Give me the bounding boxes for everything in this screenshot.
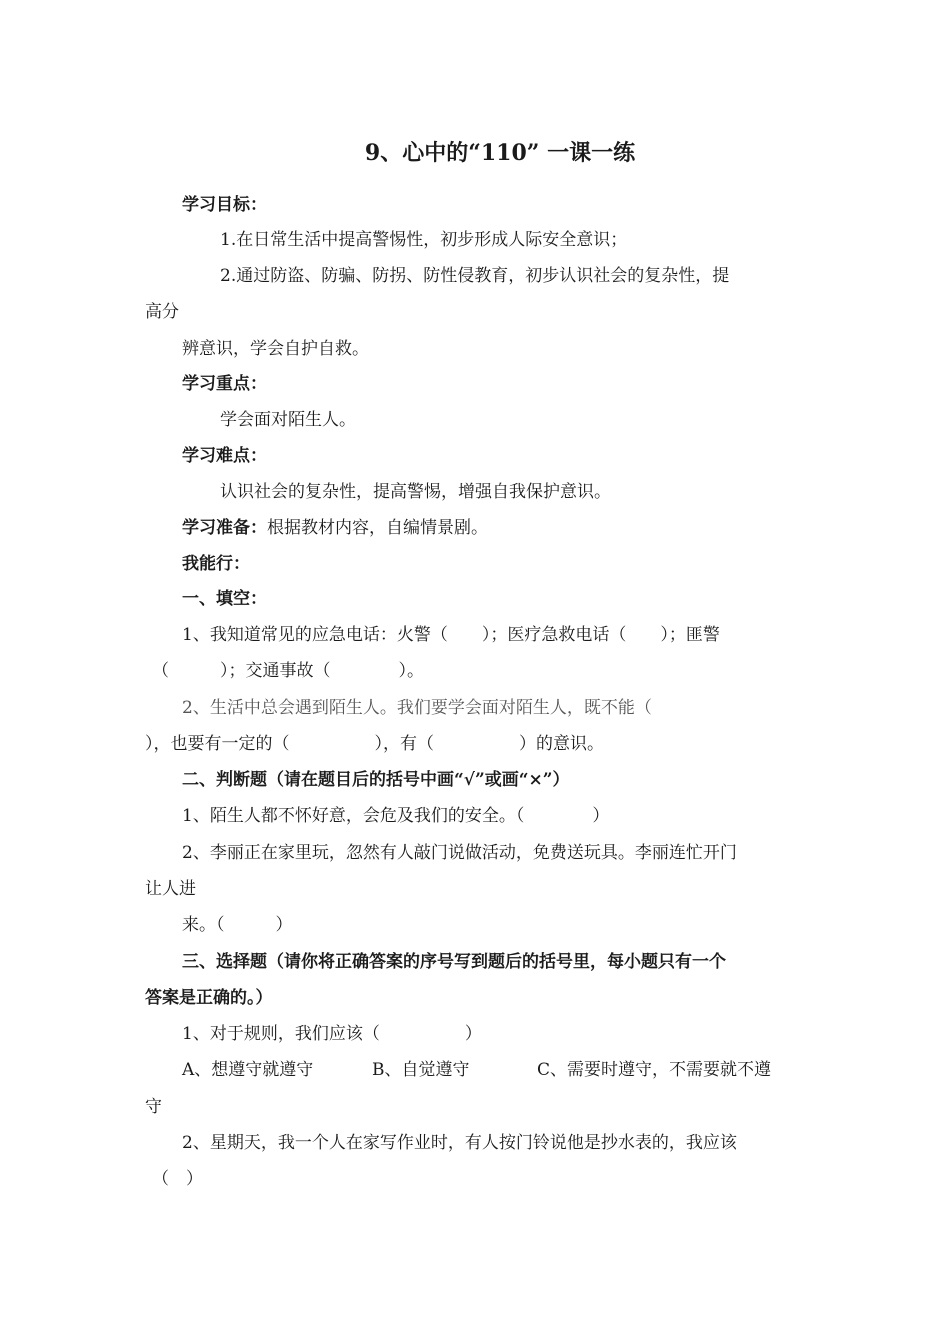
preparation-heading: 学习准备： — [182, 518, 267, 538]
section3-q2: 2、星期天，我一个人在家写作业时，有人按门铃说他是抄水表的，我应该 — [182, 1133, 737, 1153]
section2-q2-cont: 让人进 — [145, 879, 196, 899]
section1-q1-cont: （ ）；交通事故（ ）。 — [152, 661, 424, 681]
preparation-line — [182, 516, 488, 540]
section1-q1: 1、我知道常见的应急电话：火警（ ）；医疗急救电话（ ）；匪警 — [182, 625, 720, 645]
difficulties-text: 认识社会的复杂性，提高警惕，增强自我保护意识。 — [220, 482, 611, 502]
preparation-text: 根据教材内容，自编情景剧。 — [267, 518, 488, 538]
section2-q1: 1、陌生人都不怀好意，会危及我们的安全。（ ） — [182, 806, 610, 826]
difficulties-heading: 学习难点： — [182, 446, 267, 466]
section3-q2-cont: （ ） — [152, 1169, 203, 1189]
section1-q2-cont: ），也要有一定的（ ），有（ ）的意识。 — [145, 734, 604, 754]
page-title: 9、心中的“110” 一课一练 — [364, 140, 636, 166]
section3-q1-option-a: A、想遵守就遵守 — [182, 1060, 314, 1080]
objective-item-2-cont: 高分 — [145, 302, 179, 322]
objective-item-1: 1.在日常生活中提高警惕性，初步形成人际安全意识； — [220, 230, 628, 250]
objectives-heading: 学习目标： — [182, 195, 267, 215]
section3-heading-cont: 答案是正确的。） — [145, 988, 273, 1008]
section3-q1: 1、对于规则，我们应该（ ） — [182, 1024, 482, 1044]
section1-q2: 2、生活中总会遇到陌生人。我们要学会面对陌生人，既不能（ — [182, 698, 652, 718]
section2-heading: 二、判断题（请在题目后的括号中画“√”或画“×”） — [182, 770, 570, 790]
section3-q1-option-c: C、需要时遵守，不需要就不遵 — [537, 1060, 772, 1080]
objective-item-2: 2.通过防盗、防骗、防拐、防性侵教育，初步认识社会的复杂性，提 — [220, 266, 730, 286]
can-do-heading: 我能行： — [182, 554, 250, 574]
key-points-text: 学会面对陌生人。 — [220, 410, 356, 430]
key-points-heading: 学习重点： — [182, 374, 267, 394]
section1-heading: 一、填空： — [182, 589, 267, 609]
section3-q1-option-b: B、自觉遵守 — [372, 1060, 470, 1080]
objective-item-2-cont2: 辨意识，学会自护自救。 — [182, 339, 369, 359]
section2-q2-cont2: 来。（ ） — [182, 915, 293, 935]
section3-heading: 三、选择题（请你将正确答案的序号写到题后的括号里，每小题只有一个 — [182, 952, 726, 972]
section3-q1-option-c-cont: 守 — [145, 1097, 162, 1117]
section2-q2: 2、李丽正在家里玩，忽然有人敲门说做活动，免费送玩具。李丽连忙开门 — [182, 843, 737, 863]
